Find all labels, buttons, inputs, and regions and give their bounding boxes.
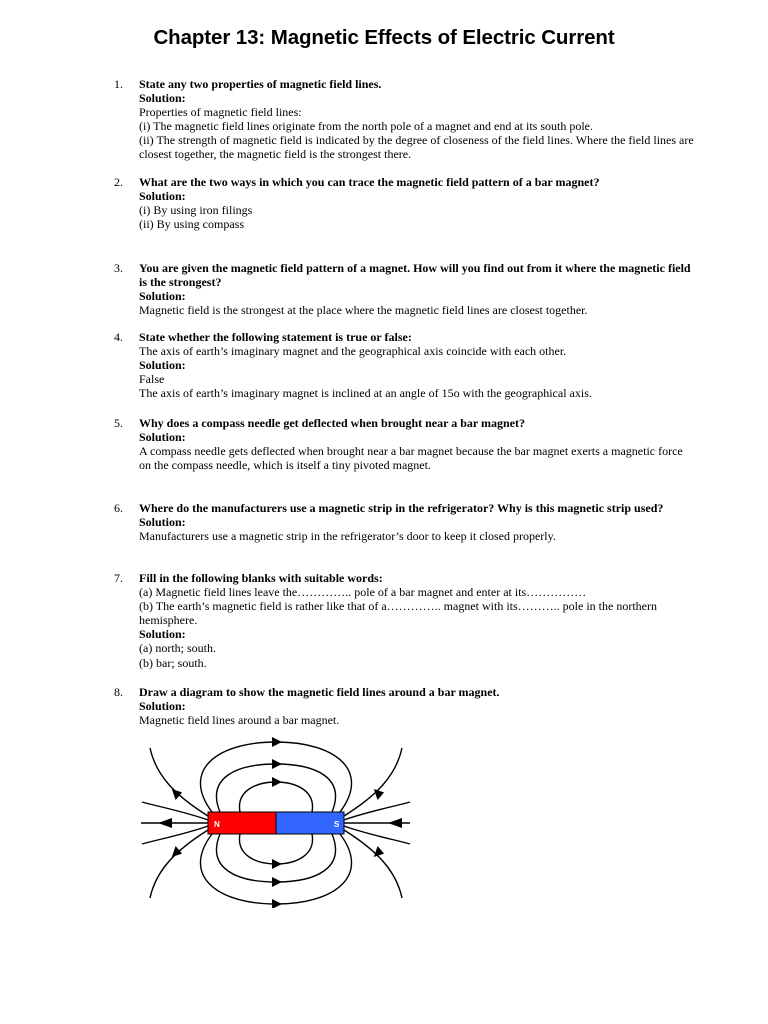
answer-line: Manufacturers use a magnetic strip in the refrigerator’s door to keep it closed properly. bbox=[139, 529, 556, 544]
solution-label: Solution: bbox=[139, 627, 186, 642]
question-8 bbox=[114, 685, 694, 727]
question-number: 4. bbox=[114, 330, 123, 344]
question-text: State whether the following statement is true or false: bbox=[139, 330, 412, 344]
field-arrow bbox=[272, 737, 282, 747]
answer-line: False bbox=[139, 372, 165, 387]
answer-line: (a) north; south. bbox=[139, 641, 216, 656]
solution-label: Solution: bbox=[139, 515, 186, 530]
question-4 bbox=[114, 330, 694, 400]
solution-label: Solution: bbox=[139, 189, 186, 204]
question-3 bbox=[114, 261, 694, 317]
question-text: Where do the manufacturers use a magnetic strip in the refrigerator? Why is this magnetic strip used? bbox=[139, 501, 664, 515]
south-pole-label: S bbox=[334, 820, 340, 829]
answer-line: (i) By using iron filings bbox=[139, 203, 253, 218]
question-number: 6. bbox=[114, 501, 123, 515]
field-arrow bbox=[168, 846, 182, 860]
question-text: You are given the magnetic field pattern of a magnet. How will you find out from it where the magnetic field is the strongest? bbox=[139, 261, 691, 290]
field-arrow bbox=[158, 818, 172, 828]
answer-line: (b) bar; south. bbox=[139, 655, 207, 670]
field-line bbox=[239, 782, 312, 812]
blank-line: (b) The earth’s magnetic field is rather like that of a………….. magnet with its……….. pole in the northern hemisphere. bbox=[139, 599, 657, 628]
field-line bbox=[200, 742, 351, 812]
field-arrow bbox=[272, 859, 282, 869]
question-5 bbox=[114, 416, 694, 472]
bar-magnet-field-diagram bbox=[136, 736, 416, 908]
question-2 bbox=[114, 175, 694, 231]
field-line bbox=[200, 834, 351, 904]
field-arrow bbox=[272, 759, 282, 769]
field-line bbox=[217, 834, 336, 882]
question-number: 2. bbox=[114, 175, 123, 189]
field-line bbox=[344, 826, 410, 844]
field-line bbox=[142, 802, 208, 820]
blank-line: (a) Magnetic field lines leave the………….. pole of a bar magnet and enter at its…………… bbox=[139, 585, 587, 600]
question-number: 7. bbox=[114, 571, 123, 585]
solution-label: Solution: bbox=[139, 699, 186, 714]
solution-label: Solution: bbox=[139, 430, 186, 445]
north-pole-label: N bbox=[214, 820, 220, 829]
question-7 bbox=[114, 571, 694, 670]
field-line bbox=[142, 826, 208, 844]
field-line bbox=[239, 834, 312, 864]
field-arrow bbox=[168, 786, 182, 800]
solution-label: Solution: bbox=[139, 289, 186, 304]
question-text: Fill in the following blanks with suitable words: bbox=[139, 571, 383, 585]
field-arrow bbox=[388, 818, 402, 828]
question-text: What are the two ways in which you can trace the magnetic field pattern of a bar magnet? bbox=[139, 175, 600, 189]
question-text: Why does a compass needle get deflected when brought near a bar magnet? bbox=[139, 416, 525, 430]
field-line bbox=[344, 802, 410, 820]
field-arrow bbox=[272, 777, 282, 787]
statement-text: The axis of earth’s imaginary magnet and the geographical axis coincide with each other. bbox=[139, 344, 567, 359]
question-number: 5. bbox=[114, 416, 123, 430]
question-1 bbox=[114, 77, 694, 162]
answer-line: Magnetic field is the strongest at the place where the magnetic field lines are closest together. bbox=[139, 303, 588, 318]
field-line bbox=[217, 764, 336, 812]
page-title: Chapter 13: Magnetic Effects of Electric Current bbox=[153, 26, 615, 49]
field-arrow bbox=[370, 786, 384, 800]
answer-line: (ii) By using compass bbox=[139, 217, 244, 232]
question-text: Draw a diagram to show the magnetic field lines around a bar magnet. bbox=[139, 685, 500, 699]
answer-line: Properties of magnetic field lines: bbox=[139, 105, 302, 120]
question-text: State any two properties of magnetic field lines. bbox=[139, 77, 382, 91]
answer-line: Magnetic field lines around a bar magnet. bbox=[139, 713, 340, 728]
field-arrow bbox=[370, 846, 384, 860]
answer-line: (ii) The strength of magnetic field is indicated by the degree of closeness of the field lines. Where the field lines are closest together, the magnetic field is the strongest there. bbox=[139, 133, 694, 162]
answer-line: A compass needle gets deflected when brought near a bar magnet because the bar magnet exerts a magnetic force on the compass needle, which is itself a tiny pivoted magnet. bbox=[139, 444, 683, 473]
field-arrow bbox=[272, 899, 282, 908]
question-number: 1. bbox=[114, 77, 123, 91]
answer-line: The axis of earth’s imaginary magnet is inclined at an angle of 15o with the geographical axis. bbox=[139, 386, 592, 401]
answer-line: (i) The magnetic field lines originate from the north pole of a magnet and end at its south pole. bbox=[139, 119, 593, 134]
question-number: 8. bbox=[114, 685, 123, 699]
question-6 bbox=[114, 501, 694, 543]
solution-label: Solution: bbox=[139, 91, 186, 106]
solution-label: Solution: bbox=[139, 358, 186, 373]
field-arrow bbox=[272, 877, 282, 887]
question-number: 3. bbox=[114, 261, 123, 275]
